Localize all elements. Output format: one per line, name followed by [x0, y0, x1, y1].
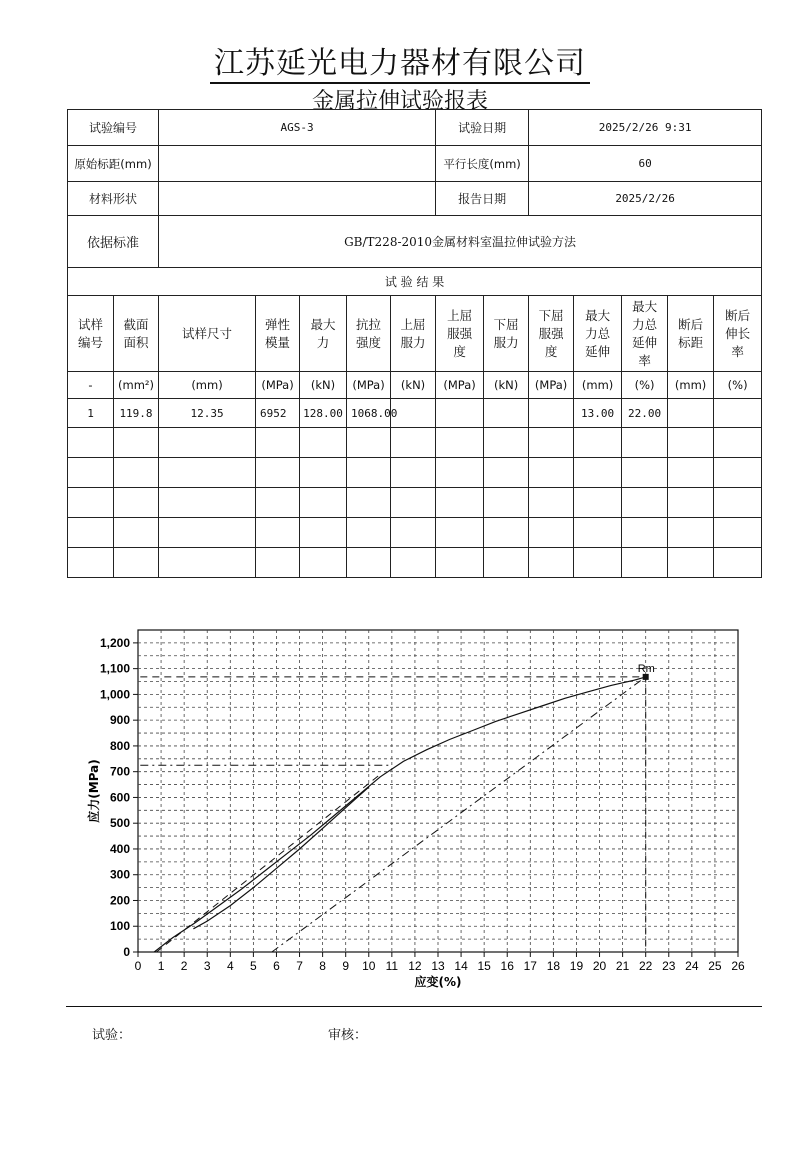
y-tick-label: 500	[109, 816, 130, 831]
table-cell	[391, 458, 436, 488]
x-tick-label: 5	[250, 959, 257, 973]
table-cell	[714, 399, 762, 428]
x-tick-label: 26	[731, 959, 745, 973]
y-tick-label: 100	[109, 919, 130, 934]
table-cell	[622, 488, 668, 518]
y-tick-label: 1,100	[99, 661, 130, 676]
series-line-4	[140, 677, 645, 952]
x-tick-label: 14	[454, 959, 468, 973]
table-cell: 128.00	[300, 399, 347, 428]
column-header: 断后 标距	[668, 296, 714, 372]
table-row	[68, 488, 762, 518]
column-header: 最大 力	[300, 296, 347, 372]
results-header-row	[68, 296, 762, 372]
series-line-3	[272, 677, 646, 952]
test-date-value: 2025/2/26 9:31	[529, 110, 762, 146]
table-cell	[256, 458, 300, 488]
report-date-label: 报告日期	[436, 182, 529, 216]
rm-marker-label: Rm	[637, 662, 655, 675]
table-cell	[436, 518, 484, 548]
series-line-0	[154, 677, 646, 952]
table-cell: 119.8	[114, 399, 159, 428]
standard-label: 依据标准	[68, 216, 159, 268]
table-row	[68, 548, 762, 578]
table-cell	[484, 399, 529, 428]
stress-strain-chart	[70, 622, 760, 997]
x-tick-label: 11	[385, 959, 399, 973]
column-unit: (mm)	[668, 372, 714, 399]
parallel-length-label: 平行长度(mm)	[436, 146, 529, 182]
column-unit: (MPa)	[347, 372, 391, 399]
table-cell	[574, 548, 622, 578]
table-cell	[436, 548, 484, 578]
column-header: 最大 力总 延伸	[574, 296, 622, 372]
column-unit: (MPa)	[256, 372, 300, 399]
x-tick-label: 7	[296, 959, 303, 973]
table-cell	[436, 399, 484, 428]
y-tick-label: 1,000	[99, 687, 130, 702]
y-tick-label: 700	[109, 764, 130, 779]
table-cell	[159, 428, 256, 458]
column-header: 下屈 服强 度	[529, 296, 574, 372]
table-cell	[256, 548, 300, 578]
shape-label: 材料形状	[68, 182, 159, 216]
reviewer-label: 审核：	[328, 1028, 368, 1043]
column-header: 上屈 服力	[391, 296, 436, 372]
table-cell	[300, 458, 347, 488]
y-tick-label: 800	[109, 738, 130, 753]
y-tick-label: 400	[109, 841, 130, 856]
table-cell	[529, 428, 574, 458]
column-header: 弹性 模量	[256, 296, 300, 372]
table-cell	[159, 518, 256, 548]
x-tick-label: 0	[134, 959, 142, 973]
test-no-label: 试验编号	[68, 110, 159, 146]
column-unit: (%)	[714, 372, 762, 399]
table-cell	[574, 458, 622, 488]
table-cell	[159, 548, 256, 578]
x-tick-label: 24	[685, 959, 699, 973]
report-table	[67, 109, 762, 578]
table-cell	[114, 428, 159, 458]
column-header: 下屈 服力	[484, 296, 529, 372]
table-cell	[68, 428, 114, 458]
x-tick-label: 15	[477, 959, 491, 973]
x-tick-label: 8	[319, 959, 326, 973]
table-cell	[347, 518, 391, 548]
table-row	[68, 399, 762, 428]
table-cell	[668, 488, 714, 518]
x-tick-label: 23	[662, 959, 676, 973]
table-cell	[714, 518, 762, 548]
table-row	[68, 428, 762, 458]
y-tick-label: 200	[109, 893, 130, 908]
x-tick-label: 17	[523, 959, 537, 973]
table-cell	[529, 458, 574, 488]
column-header: 试样尺寸	[159, 296, 256, 372]
x-tick-label: 9	[342, 959, 350, 973]
column-header: 截面 面积	[114, 296, 159, 372]
table-cell	[256, 428, 300, 458]
report-date-value: 2025/2/26	[529, 182, 762, 216]
table-cell	[622, 458, 668, 488]
table-cell	[300, 518, 347, 548]
company-name: 江苏延光电力器材有限公司	[0, 38, 800, 82]
table-cell	[484, 428, 529, 458]
table-cell	[347, 428, 391, 458]
table-cell: 22.00	[622, 399, 668, 428]
table-row	[68, 518, 762, 548]
column-header: 断后 伸长 率	[714, 296, 762, 372]
section-title: 试 验 结 果	[68, 268, 762, 296]
table-cell	[391, 428, 436, 458]
table-cell	[159, 488, 256, 518]
table-cell	[668, 518, 714, 548]
table-cell	[574, 518, 622, 548]
table-cell: 13.00	[574, 399, 622, 428]
table-cell	[668, 399, 714, 428]
table-cell	[622, 548, 668, 578]
results-unit-row	[68, 372, 762, 399]
table-cell	[391, 548, 436, 578]
table-cell	[574, 428, 622, 458]
table-cell	[622, 428, 668, 458]
table-cell	[484, 548, 529, 578]
x-tick-label: 6	[273, 959, 280, 973]
x-tick-label: 19	[569, 959, 584, 973]
table-cell	[714, 428, 762, 458]
column-header: 抗拉 强度	[347, 296, 391, 372]
table-cell	[668, 548, 714, 578]
shape-value	[159, 182, 436, 216]
table-cell	[436, 488, 484, 518]
table-cell	[347, 488, 391, 518]
table-cell	[714, 458, 762, 488]
table-cell	[300, 428, 347, 458]
column-header: 上屈 服强 度	[436, 296, 484, 372]
table-cell	[529, 399, 574, 428]
table-cell	[68, 458, 114, 488]
x-tick-label: 10	[362, 959, 376, 973]
x-tick-label: 4	[226, 959, 234, 973]
table-cell	[668, 428, 714, 458]
x-tick-label: 16	[500, 959, 514, 973]
table-cell	[391, 399, 436, 428]
column-unit: (kN)	[300, 372, 347, 399]
table-cell	[484, 518, 529, 548]
y-axis-title: 应力(MPa)	[87, 759, 101, 823]
table-cell	[529, 518, 574, 548]
table-cell	[68, 548, 114, 578]
column-unit: (MPa)	[529, 372, 574, 399]
table-cell	[68, 518, 114, 548]
table-cell	[484, 488, 529, 518]
test-date-label: 试验日期	[436, 110, 529, 146]
column-unit: (kN)	[484, 372, 529, 399]
table-cell	[714, 548, 762, 578]
table-cell	[114, 518, 159, 548]
table-cell	[622, 518, 668, 548]
table-cell: 1	[68, 399, 114, 428]
column-header: 最大 力总 延伸 率	[622, 296, 668, 372]
column-unit: (kN)	[391, 372, 436, 399]
test-no-value: AGS-3	[159, 110, 436, 146]
y-tick-label: 300	[109, 867, 130, 882]
table-cell: 12.35	[159, 399, 256, 428]
column-unit: (MPa)	[436, 372, 484, 399]
table-cell	[68, 488, 114, 518]
table-cell	[529, 548, 574, 578]
table-cell	[436, 428, 484, 458]
parallel-length-value: 60	[529, 146, 762, 182]
table-cell	[529, 488, 574, 518]
column-unit: (mm)	[574, 372, 622, 399]
y-tick-label: 0	[123, 945, 130, 959]
table-cell	[114, 488, 159, 518]
x-tick-label: 3	[203, 959, 211, 973]
x-tick-label: 25	[708, 959, 722, 973]
y-tick-label: 1,200	[99, 635, 130, 650]
table-cell	[114, 548, 159, 578]
table-cell	[484, 458, 529, 488]
standard-value: GB/T228-2010金属材料室温拉伸试验方法	[159, 216, 762, 268]
column-header: 试样 编号	[68, 296, 114, 372]
table-cell	[574, 488, 622, 518]
table-cell	[300, 488, 347, 518]
column-unit: (mm)	[159, 372, 256, 399]
x-tick-label: 21	[615, 959, 630, 973]
x-tick-label: 13	[431, 959, 445, 973]
column-unit: (mm²)	[114, 372, 159, 399]
table-cell	[114, 458, 159, 488]
x-tick-label: 12	[408, 959, 422, 973]
y-tick-label: 600	[109, 790, 130, 805]
table-row	[68, 458, 762, 488]
x-tick-label: 20	[592, 959, 607, 973]
footer-divider	[66, 1006, 762, 1007]
table-cell	[391, 488, 436, 518]
column-unit: -	[68, 372, 114, 399]
column-unit: (%)	[622, 372, 668, 399]
report-title: 金属拉伸试验报表	[311, 89, 488, 114]
x-tick-label: 18	[546, 959, 561, 973]
x-tick-label: 22	[639, 959, 653, 973]
tester-label: 试验：	[92, 1028, 132, 1043]
table-cell	[256, 488, 300, 518]
series-line-2	[157, 774, 381, 952]
gauge-label: 原始标距(mm)	[68, 146, 159, 182]
y-tick-label: 900	[109, 713, 130, 728]
table-cell	[159, 458, 256, 488]
table-cell	[347, 548, 391, 578]
table-cell	[436, 458, 484, 488]
table-cell	[256, 518, 300, 548]
table-cell	[668, 458, 714, 488]
x-tick-label: 1	[157, 959, 165, 973]
table-cell	[300, 548, 347, 578]
x-tick-label: 2	[180, 959, 188, 973]
gauge-value	[159, 146, 436, 182]
table-cell: 1068.00	[347, 399, 391, 428]
table-cell	[391, 518, 436, 548]
table-cell: 6952	[256, 399, 300, 428]
x-axis-title: 应变(%)	[414, 975, 462, 989]
table-cell	[714, 488, 762, 518]
table-cell	[347, 458, 391, 488]
